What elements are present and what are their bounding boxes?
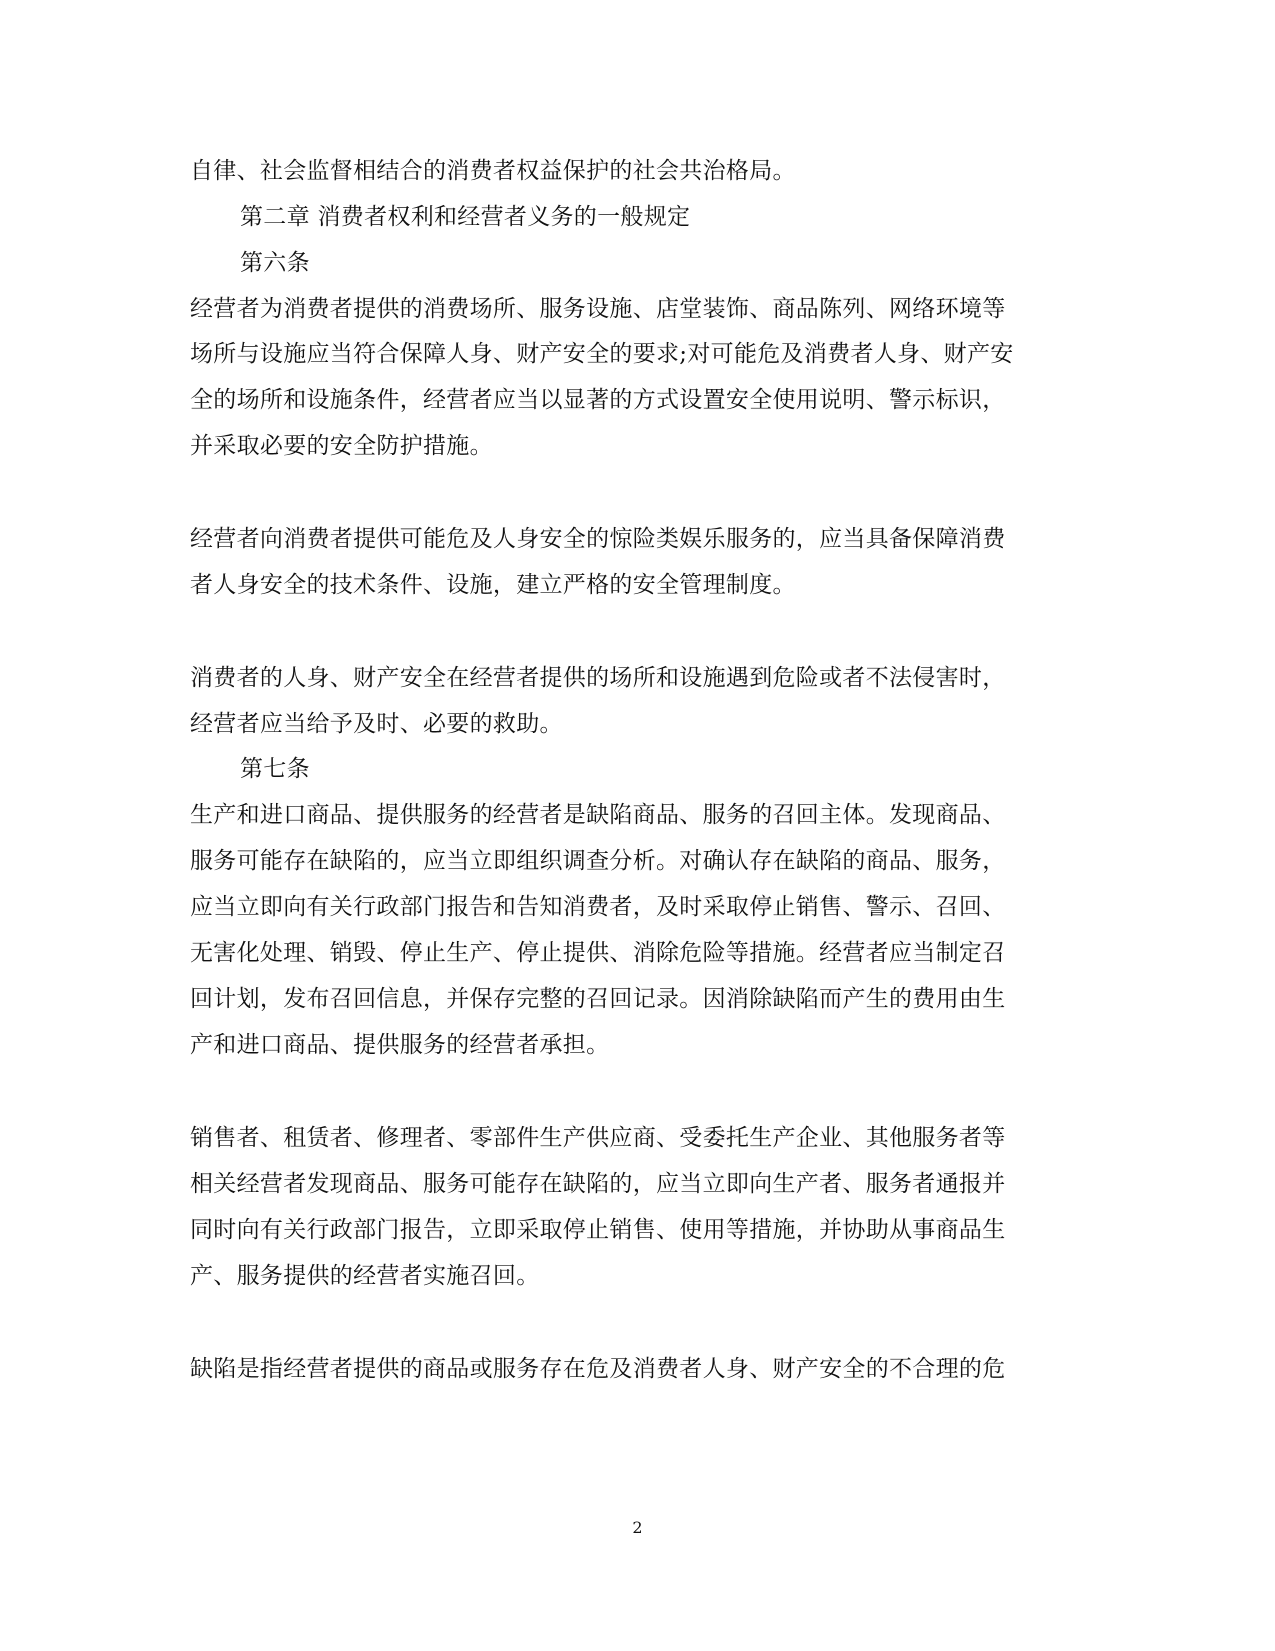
text-line: 全的场所和设施条件，经营者应当以显著的方式设置安全使用说明、警示标识， xyxy=(190,387,1006,413)
chapter-heading: 第二章 消费者权利和经营者义务的一般规定 xyxy=(240,204,691,230)
text-line: 生产和进口商品、提供服务的经营者是缺陷商品、服务的召回主体。发现商品、 xyxy=(190,802,1006,828)
text-line: 回计划，发布召回信息，并保存完整的召回记录。因消除缺陷而产生的费用由生 xyxy=(190,986,1006,1012)
text-line: 应当立即向有关行政部门报告和告知消费者，及时采取停止销售、警示、召回、 xyxy=(190,894,1006,920)
text-line: 产、服务提供的经营者实施召回。 xyxy=(190,1263,540,1289)
text-line: 自律、社会监督相结合的消费者权益保护的社会共治格局。 xyxy=(190,158,796,184)
text-line: 场所与设施应当符合保障人身、财产安全的要求;对可能危及消费者人身、财产安 xyxy=(190,341,1014,367)
text-line: 经营者为消费者提供的消费场所、服务设施、店堂装饰、商品陈列、网络环境等 xyxy=(190,296,1006,322)
text-line: 产和进口商品、提供服务的经营者承担。 xyxy=(190,1032,610,1058)
text-line: 者人身安全的技术条件、设施，建立严格的安全管理制度。 xyxy=(190,572,796,598)
text-line: 缺陷是指经营者提供的商品或服务存在危及消费者人身、财产安全的不合理的危 xyxy=(190,1356,1006,1382)
article-heading: 第七条 xyxy=(240,756,310,782)
text-line: 销售者、租赁者、修理者、零部件生产供应商、受委托生产企业、其他服务者等 xyxy=(190,1125,1006,1151)
text-line: 相关经营者发现商品、服务可能存在缺陷的，应当立即向生产者、服务者通报并 xyxy=(190,1171,1006,1197)
text-line: 服务可能存在缺陷的，应当立即组织调查分析。对确认存在缺陷的商品、服务， xyxy=(190,848,1006,874)
text-line: 经营者应当给予及时、必要的救助。 xyxy=(190,711,563,737)
text-line: 经营者向消费者提供可能危及人身安全的惊险类娱乐服务的，应当具备保障消费 xyxy=(190,526,1006,552)
text-line: 消费者的人身、财产安全在经营者提供的场所和设施遇到危险或者不法侵害时， xyxy=(190,665,1006,691)
article-heading: 第六条 xyxy=(240,250,310,276)
page-number: 2 xyxy=(632,1518,643,1537)
text-line: 同时向有关行政部门报告，立即采取停止销售、使用等措施，并协助从事商品生 xyxy=(190,1217,1006,1243)
text-line: 无害化处理、销毁、停止生产、停止提供、消除危险等措施。经营者应当制定召 xyxy=(190,940,1006,966)
text-line: 并采取必要的安全防护措施。 xyxy=(190,433,493,459)
